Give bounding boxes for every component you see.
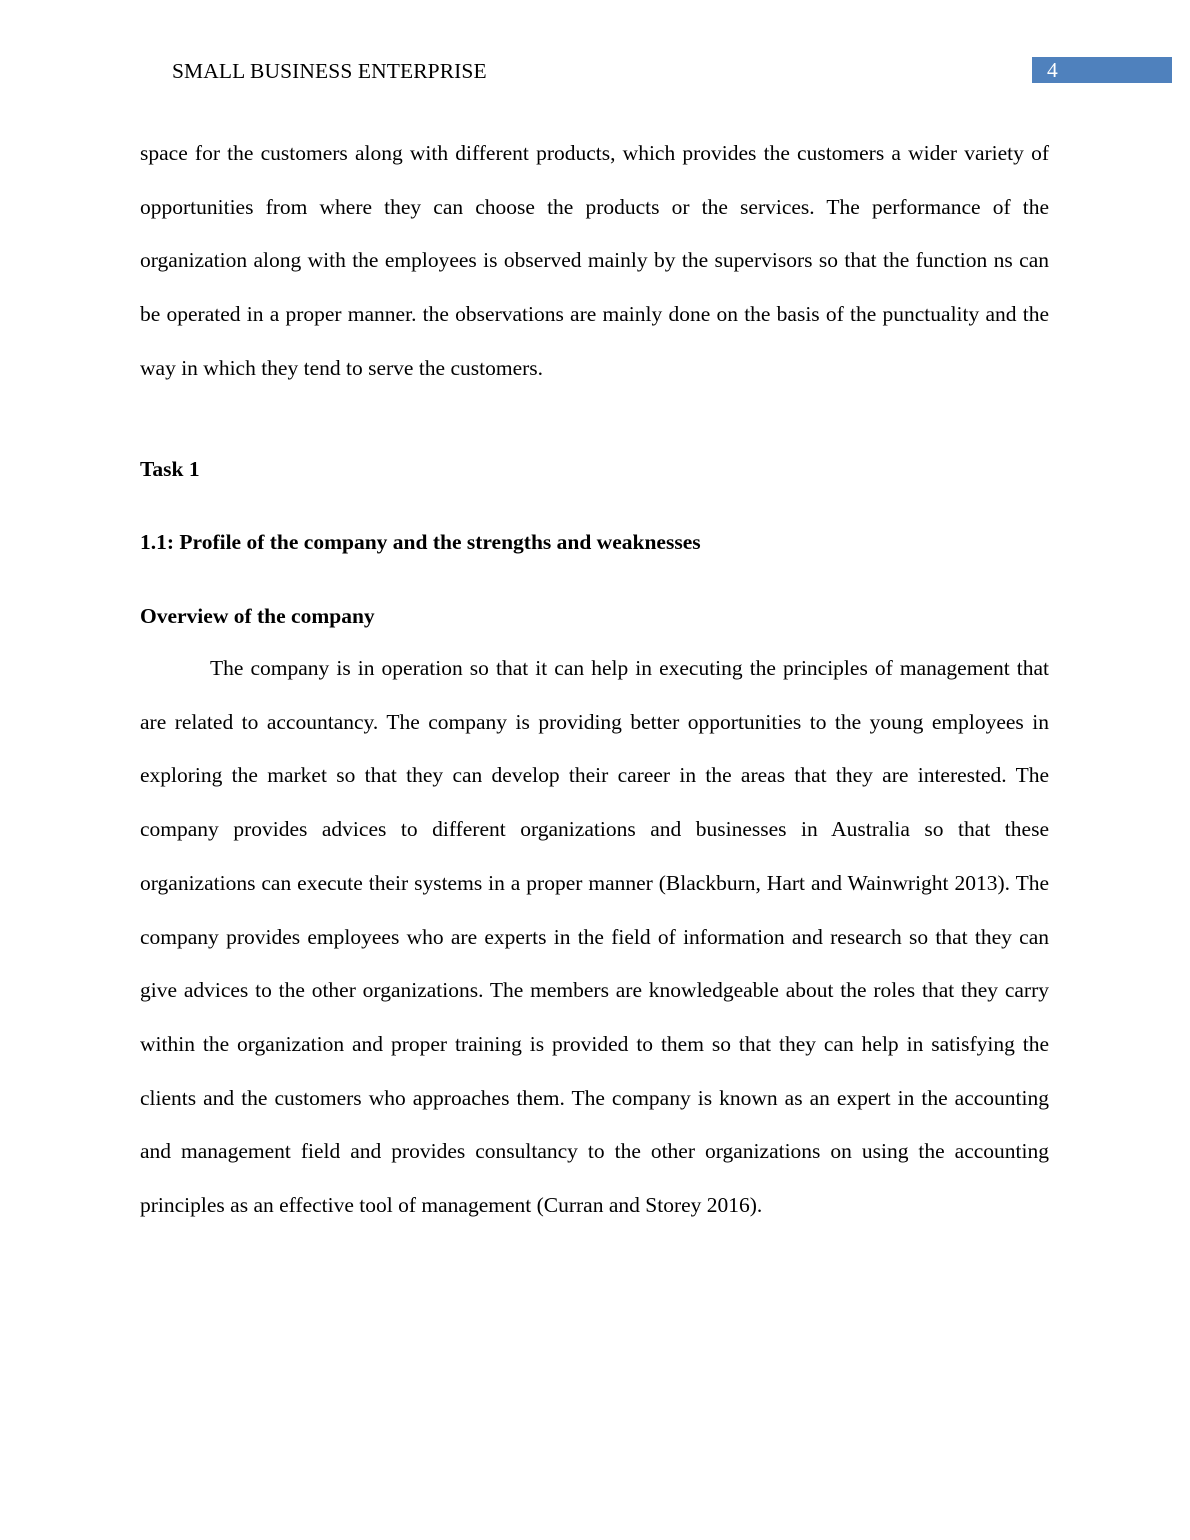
intro-paragraph: space for the customers along with different products, which provides the customers a wider variety of opportunities from where they can choose the products or the services. The performance of the organization along with the employees is observed mainly by the supervisors so that the function ns can be operated in a proper manner. the observations are mainly done on the basis of the punctuality and the way in which they tend to serve the customers. — [140, 141, 1049, 380]
subsection-heading: Overview of the company — [140, 604, 375, 628]
overview-paragraph: The company is in operation so that it can help in executing the principles of management that are related to accountancy. The company is providing better opportunities to the young employees in exploring the market so that they can develop their career in the areas that they are interested. The company provides advices to different organizations and businesses in Australia so that these organizations can execute their systems in a proper manner (Blackburn, Hart and Wainwright 2013). The company provides employees who are experts in the field of information and research so that they can give advices to the other organizations. The members are knowledgeable about the roles that they carry within the organization and proper training is provided to them so that they can help in satisfying the clients and the customers who approaches them. The company is known as an expert in the accounting and management field and provides consultancy to the other organizations on using the accounting principles as an effective tool of management (Curran and Storey 2016). — [140, 656, 1049, 1218]
page-number: 4 — [1047, 58, 1058, 82]
running-head: SMALL BUSINESS ENTERPRISE — [172, 59, 487, 83]
section-heading: 1.1: Profile of the company and the strengths and weaknesses — [140, 530, 701, 554]
page-number-box — [1032, 57, 1172, 83]
task-heading: Task 1 — [140, 457, 200, 481]
